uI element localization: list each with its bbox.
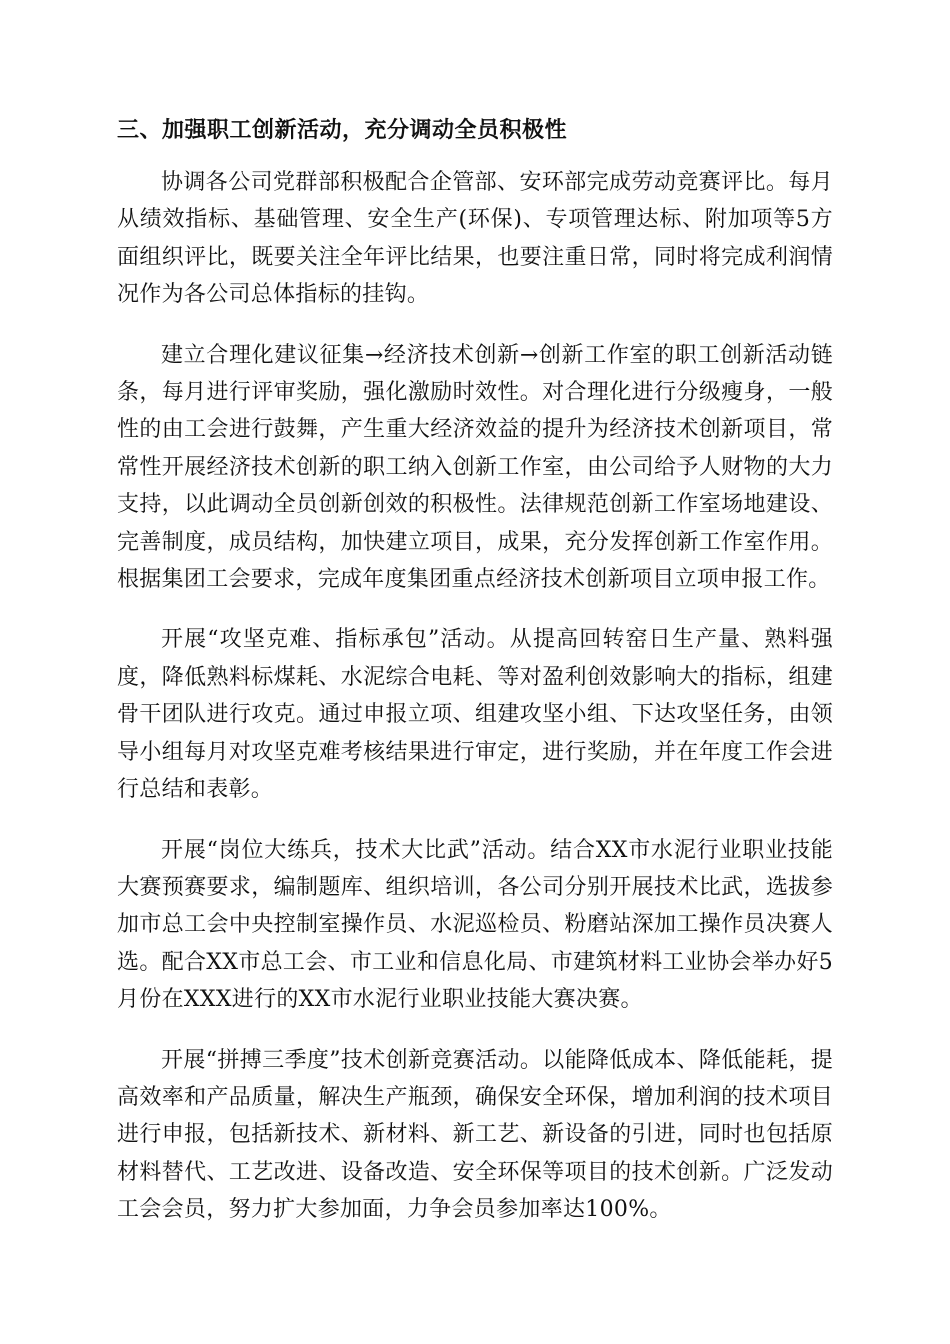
section-heading: 三、加强职工创新活动，充分调动全员积极性	[117, 118, 568, 143]
paragraph-innovation-chain: 建立合理化建议征集→经济技术创新→创新工作室的职工创新活动链条，每月进行评审奖励，强化激励时效性。对合理化进行分级瘦身，一般性的由工会进行鼓舞，产生重大经济效益的提升为经济技术创新项目，常常性开展经济技术创新的职工纳入创新工作室，由公司给予人财物的大力支持，以此调动全员创新创效的积极性。法律规范创新工作室场地建设、完善制度，成员结构，加快建立项目，成果，充分发挥创新工作室作用。根据集团工会要求，完成年度集团重点经济技术创新项目立项申报工作。	[117, 342, 833, 593]
paragraph-tackle-difficulties: 开展“攻坚克难、指标承包”活动。从提高回转窑日生产量、熟料强度，降低熟料标煤耗、水泥综合电耗、等对盈利创效影响大的指标，组建骨干团队进行攻克。通过申报立项、组建攻坚小组、下达攻坚任务，由领导小组每月对攻坚克难考核结果进行审定，进行奖励，并在年度工作会进行总结和表彰。	[117, 627, 833, 803]
paragraph-third-quarter-contest: 开展“拼搏三季度”技术创新竞赛活动。以能降低成本、降低能耗，提高效率和产品质量，解决生产瓶颈，确保安全环保，增加利润的技术项目进行申报，包括新技术、新材料、新工艺、新设备的引进，同时也包括原材料替代、工艺改进、设备改造、安全环保等项目的技术创新。广泛发动工会会员，努力扩大参加面，力争会员参加率达100%。	[117, 1047, 833, 1223]
document-body	[117, 112, 833, 1252]
paragraph-skills-competition: 开展“岗位大练兵，技术大比武”活动。结合XX市水泥行业职业技能大赛预赛要求，编制题库、组织培训，各公司分别开展技术比武，选拔参加市总工会中央控制室操作员、水泥巡检员、粉磨站深加工操作员决赛人选。配合XX市总工会、市工业和信息化局、市建筑材料工业协会举办好5月份在XXX进行的XX市水泥行业职业技能大赛决赛。	[117, 837, 833, 1013]
paragraph-labor-competition: 协调各公司党群部积极配合企管部、安环部完成劳动竞赛评比。每月从绩效指标、基础管理、安全生产(环保)、专项管理达标、附加项等5方面组织评比，既要关注全年评比结果，也要注重日常，同时将完成利润情况作为各公司总体指标的挂钩。	[117, 170, 833, 308]
